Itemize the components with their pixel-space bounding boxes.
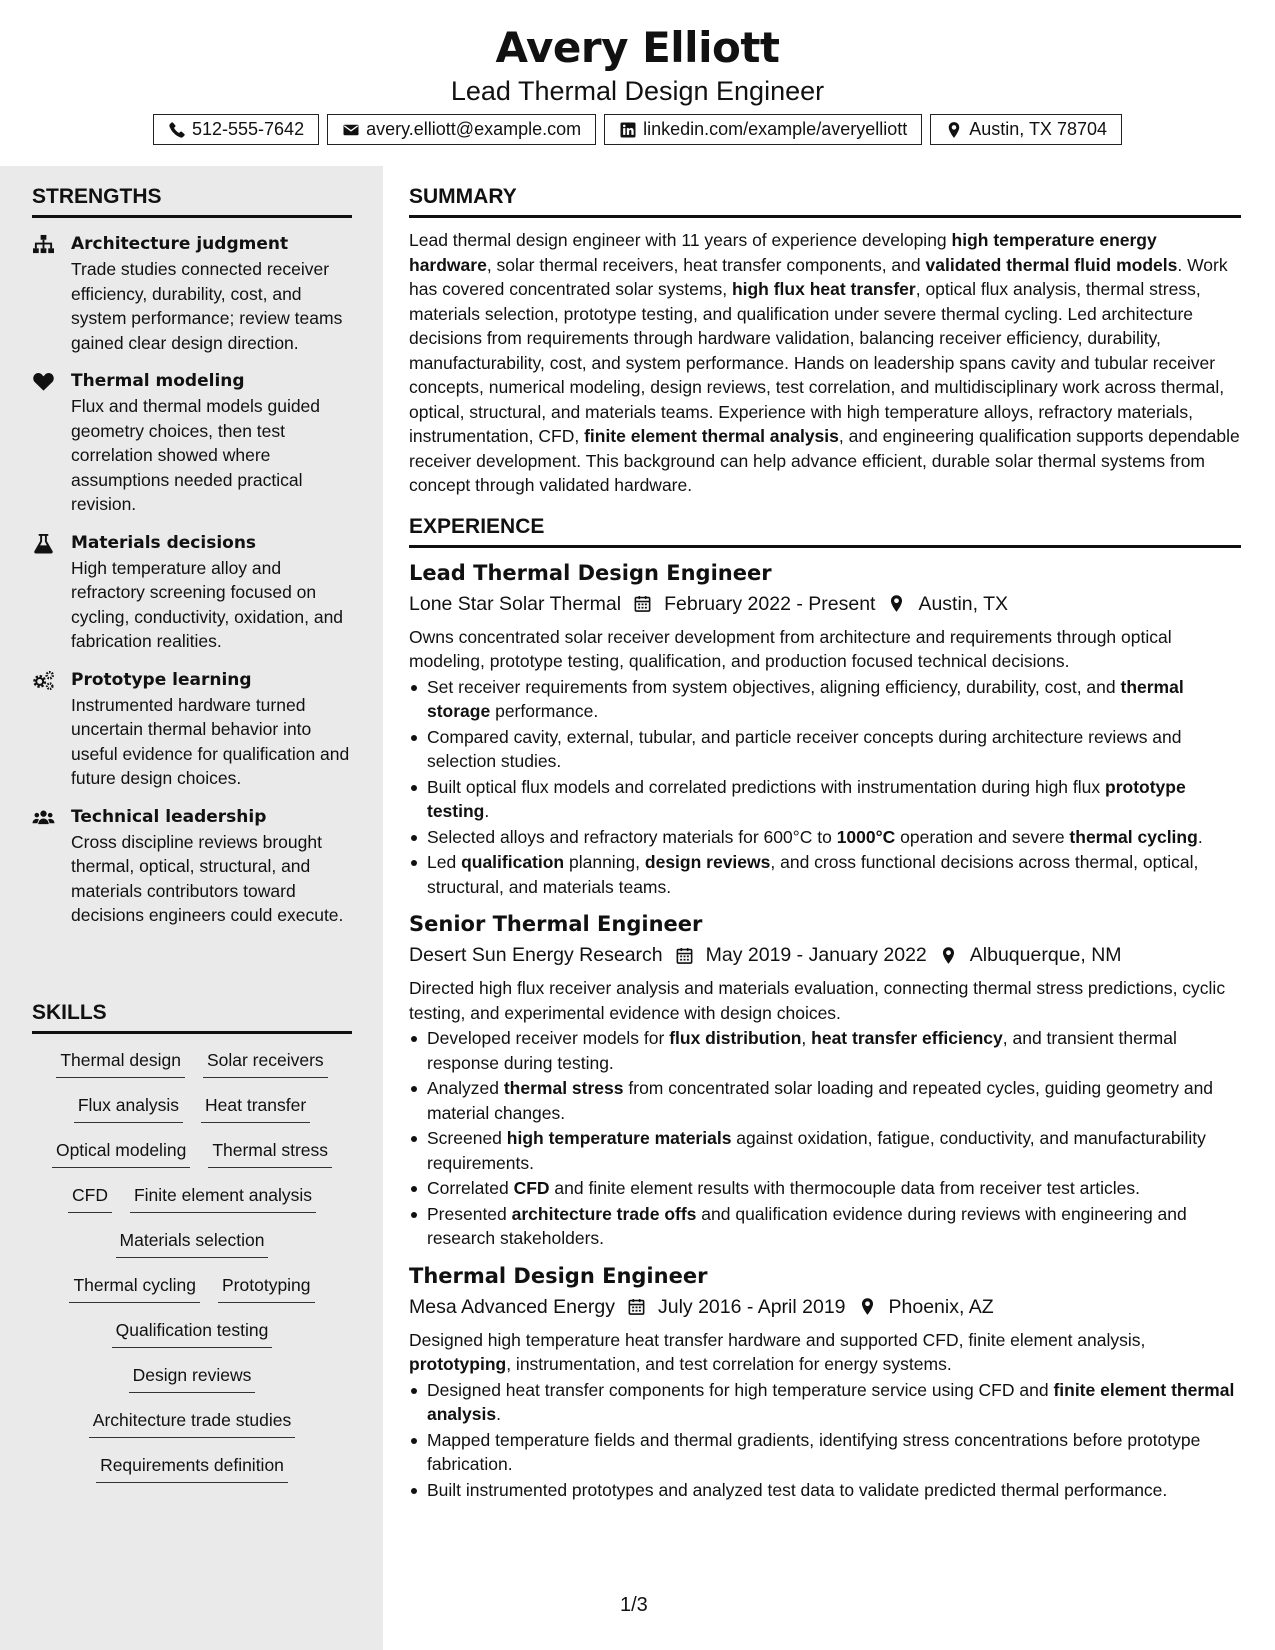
job-bullets: [409, 675, 1241, 900]
experience-section: [409, 514, 1241, 1503]
text-run: , instrumentation, and test correlation for energy systems.: [506, 1354, 952, 1374]
job-bullet: [409, 1076, 1241, 1125]
job-company: Lone Star Solar Thermal: [409, 592, 622, 615]
skill-row: [32, 1138, 352, 1183]
text-run: Presented: [427, 1203, 512, 1224]
skill-tag: Architecture trade studies: [89, 1408, 295, 1438]
text-run: .: [496, 1404, 501, 1424]
bold-text: CFD: [513, 1178, 550, 1198]
job-meta: [409, 1292, 1241, 1322]
skill-tag: Prototyping: [218, 1273, 315, 1303]
job-location: Austin, TX: [918, 592, 1009, 615]
job-bullet: [409, 1176, 1241, 1201]
sidebar: [0, 166, 383, 1650]
text-run: .: [1197, 826, 1203, 847]
strength-desc: Cross discipline reviews brought thermal, optical, structural, and materials contributors toward decisions engineers could execute.: [71, 831, 344, 925]
contact-linkedin[interactable]: [604, 114, 922, 145]
bold-text: qualification: [461, 852, 565, 872]
bold-text: validated thermal fluid models: [925, 254, 1178, 275]
contact-phone[interactable]: [153, 114, 319, 145]
text-run: Mapped temperature fields and thermal gradients, identifying stress concentrations before prototype fabrication.: [427, 1429, 1201, 1474]
text-run: Correlated: [427, 1178, 514, 1198]
job-description: [409, 1328, 1241, 1377]
job-description: [409, 976, 1241, 1025]
strength-desc: High temperature alloy and refractory screening focused on cycling, conductivity, oxidation, and fabrication realities.: [71, 557, 344, 651]
strength-desc: Flux and thermal models guided geometry choices, then test correlation showed where assumptions needed practical revision.: [71, 396, 321, 514]
skill-tag: Thermal design: [56, 1048, 185, 1078]
phone-icon: [168, 121, 186, 139]
skill-row: [32, 1048, 352, 1093]
skill-row: [32, 1453, 352, 1498]
text-run: , and cross functional decisions across thermal, optical, structural, and materials teams.: [427, 852, 1199, 897]
strength-title: Materials decisions: [71, 532, 257, 553]
bold-text: prototyping: [409, 1354, 507, 1374]
text-run: and finite element results with thermocouple data from receiver test articles.: [549, 1178, 1140, 1198]
strength-desc: Instrumented hardware turned uncertain thermal behavior into useful evidence for qualification and future design choices.: [71, 694, 350, 788]
job-title: Senior Thermal Engineer: [409, 912, 703, 936]
strengths-heading: STRENGTHS: [32, 184, 352, 218]
summary-text: [409, 228, 1241, 498]
contact-location: [930, 114, 1122, 145]
text-run: Screened: [427, 1128, 507, 1148]
job-bullet: [409, 675, 1241, 724]
text-run: Owns concentrated solar receiver development from architecture and requirements through optical modeling, prototype testing, qualification, and production focused technical decisions.: [409, 626, 1172, 671]
job-meta: [409, 589, 1241, 619]
job-title: Thermal Design Engineer: [409, 1263, 708, 1288]
skill-tag: Solar receivers: [203, 1048, 328, 1078]
text-run: Built optical flux models and correlated predictions with instrumentation during high flux: [427, 776, 1105, 797]
experience-heading: EXPERIENCE: [409, 514, 1241, 548]
job-bullet: [409, 825, 1241, 850]
job-entry: [409, 909, 1241, 1251]
calendar-icon: [627, 1297, 646, 1316]
jobs-list: [409, 558, 1241, 1503]
skill-row: [32, 1183, 352, 1228]
job-dates: May 2019 - January 2022: [705, 944, 927, 966]
candidate-title: Lead Thermal Design Engineer: [450, 76, 825, 106]
skills-section: [32, 1000, 352, 1498]
text-run: ,: [801, 1028, 812, 1048]
skill-tag: Materials selection: [116, 1228, 269, 1258]
bold-text: design reviews: [644, 852, 771, 872]
heart-icon: [32, 371, 55, 392]
flask-icon: [32, 533, 55, 554]
text-run: Designed heat transfer components for high temperature service using CFD and: [427, 1379, 1054, 1400]
text-run: Built instrumented prototypes and analyzed test data to validate predicted thermal performance.: [427, 1479, 1168, 1500]
skills-list: [32, 1048, 352, 1498]
text-run: .: [484, 801, 490, 821]
strengths-section: [32, 184, 352, 928]
job-bullet: [409, 850, 1241, 899]
contact-linkedin-text: linkedin.com/example/averyelliott: [643, 119, 908, 139]
skill-row: [32, 1273, 352, 1318]
skill-row: [32, 1318, 352, 1363]
text-run: operation and severe: [895, 826, 1070, 847]
text-run: Lead thermal design engineer with 11 years of experience developing: [409, 230, 952, 250]
main-content: [409, 166, 1241, 1503]
text-run: against oxidation, fatigue, conductivity, and manufacturability requirements.: [427, 1128, 1206, 1173]
job-location: Phoenix, AZ: [888, 1295, 994, 1318]
text-run: Developed receiver models for: [427, 1028, 670, 1048]
text-run: , and transient thermal response during testing.: [427, 1028, 1177, 1073]
job-bullets: [409, 1378, 1241, 1503]
text-run: , optical flux analysis, thermal stress, materials selection, prototype testing, and qualification under severe thermal cycling. Led architecture decisions from requirements through hardware validation, balancing receiver efficiency, durability, manufacturability, cost, and system performance. Hands on leadership spans cavity and tubular receiver concepts, numerical modeling, design reviews, test correlation, and multidisciplinary work across thermal, optical, structural, and materials teams. Experience with high temperature alloys, refractory materials, instrumentation, CFD,: [409, 279, 1225, 446]
skill-tag: Thermal stress: [208, 1138, 332, 1168]
calendar-icon: [675, 946, 694, 965]
skill-tag: Design reviews: [129, 1363, 256, 1393]
job-location: Albuquerque, NM: [969, 944, 1122, 966]
summary-heading: SUMMARY: [409, 184, 1241, 218]
skill-tag: Requirements definition: [96, 1453, 288, 1483]
contact-email-text: avery.elliott@example.com: [366, 119, 582, 139]
strength-title: Architecture judgment: [71, 234, 289, 254]
skills-heading: SKILLS: [32, 1000, 352, 1034]
job-bullet: [409, 1478, 1241, 1503]
text-run: Analyzed: [427, 1078, 504, 1098]
job-company: Mesa Advanced Energy: [409, 1295, 615, 1318]
bold-text: high flux heat transfer: [731, 279, 916, 299]
job-description: [409, 625, 1241, 674]
text-run: Selected alloys and refractory materials for 600°C to: [427, 826, 837, 847]
strength-item: [32, 668, 352, 791]
text-run: planning,: [564, 852, 645, 872]
job-bullet: [409, 1428, 1241, 1477]
job-dates: July 2016 - April 2019: [657, 1295, 846, 1318]
strength-title: Thermal modeling: [71, 371, 245, 391]
candidate-name: Avery Elliott: [495, 23, 780, 72]
text-run: . Work has covered concentrated solar systems,: [409, 254, 1228, 299]
map-pin-icon: [887, 594, 906, 613]
page-number: 1/3: [620, 1594, 648, 1616]
job-bullet: [409, 1202, 1241, 1251]
text-run: Designed high temperature heat transfer hardware and supported CFD, finite element analysis,: [409, 1329, 1146, 1350]
job-bullets: [409, 1026, 1241, 1251]
skill-row: [32, 1228, 352, 1273]
text-run: Set receiver requirements from system objectives, aligning efficiency, durability, cost, and: [427, 676, 1121, 697]
strength-item: [32, 805, 352, 928]
job-dates: February 2022 - Present: [664, 592, 876, 615]
text-run: , and engineering qualification supports dependable receiver development. This background can help advance efficient, durable solar thermal systems from concept through validated hardware.: [409, 426, 1240, 495]
skill-tag: Finite element analysis: [130, 1183, 316, 1213]
text-run: , solar thermal receivers, heat transfer components, and: [486, 254, 926, 275]
strength-item: [32, 369, 352, 517]
strength-title: Prototype learning: [71, 669, 252, 690]
strength-item: [32, 232, 352, 355]
bold-text: 1000°C: [836, 826, 896, 847]
skill-tag: CFD: [68, 1183, 112, 1213]
skill-tag: Flux analysis: [74, 1093, 183, 1123]
text-run: Compared cavity, external, tubular, and particle receiver concepts during architecture reviews and selection studies.: [427, 726, 1182, 771]
skill-row: [32, 1408, 352, 1453]
job-bullet: [409, 725, 1241, 774]
bold-text: architecture trade offs: [511, 1203, 697, 1224]
map-pin-icon: [858, 1297, 877, 1316]
linkedin-icon: [619, 121, 637, 139]
map-pin-icon: [945, 121, 963, 139]
job-bullet: [409, 775, 1241, 824]
contact-location-text: Austin, TX 78704: [969, 119, 1107, 139]
job-meta: [409, 940, 1241, 970]
gears-icon: [32, 670, 55, 691]
skill-tag: Thermal cycling: [69, 1273, 200, 1303]
hierarchy-icon: [32, 234, 55, 255]
bold-text: high temperature materials: [506, 1128, 732, 1148]
bold-text: prototype testing: [427, 776, 1186, 821]
job-bullet: [409, 1026, 1241, 1075]
bold-text: flux distribution: [669, 1028, 802, 1048]
bold-text: finite element thermal analysis: [584, 426, 839, 446]
map-pin-icon: [939, 946, 958, 965]
text-run: Led: [427, 852, 462, 872]
text-run: Directed high flux receiver analysis and materials evaluation, connecting thermal stress predictions, cyclic testing, and experimental evidence with design choices.: [409, 978, 1226, 1023]
job-title: Lead Thermal Design Engineer: [409, 560, 772, 585]
skill-row: [32, 1093, 352, 1138]
envelope-icon: [342, 121, 360, 139]
text-run: and qualification evidence during reviews with engineering and research stakeholders.: [427, 1203, 1187, 1248]
text-run: from concentrated solar loading and repeated cycles, guiding geometry and material changes.: [427, 1078, 1214, 1123]
bold-text: thermal cycling: [1069, 826, 1198, 847]
contact-email[interactable]: [327, 114, 596, 145]
job-entry: [409, 1261, 1241, 1503]
strength-title: Technical leadership: [71, 806, 267, 827]
job-bullet: [409, 1378, 1241, 1427]
bold-text: heat transfer efficiency: [811, 1028, 1003, 1048]
skill-tag: Qualification testing: [112, 1318, 273, 1348]
contact-phone-text: 512-555-7642: [191, 119, 305, 139]
contact-bar: [0, 114, 1275, 145]
job-entry: [409, 558, 1241, 900]
summary-section: [409, 184, 1241, 498]
skill-tag: Heat transfer: [201, 1093, 310, 1123]
bold-text: thermal storage: [427, 676, 1184, 721]
users-icon: [32, 807, 55, 828]
calendar-icon: [633, 594, 652, 613]
job-bullet: [409, 1126, 1241, 1175]
bold-text: high temperature energy hardware: [409, 230, 1157, 275]
text-run: performance.: [490, 701, 599, 721]
bold-text: thermal stress: [503, 1078, 624, 1098]
job-company: Desert Sun Energy Research: [409, 944, 663, 966]
skill-row: [32, 1363, 352, 1408]
strength-item: [32, 531, 352, 654]
bold-text: finite element thermal analysis: [427, 1379, 1235, 1424]
strength-desc: Trade studies connected receiver efficiency, durability, cost, and system performance; review teams gained clear design direction.: [71, 259, 343, 353]
skill-tag: Optical modeling: [52, 1138, 190, 1168]
resume-header: [0, 0, 1275, 166]
